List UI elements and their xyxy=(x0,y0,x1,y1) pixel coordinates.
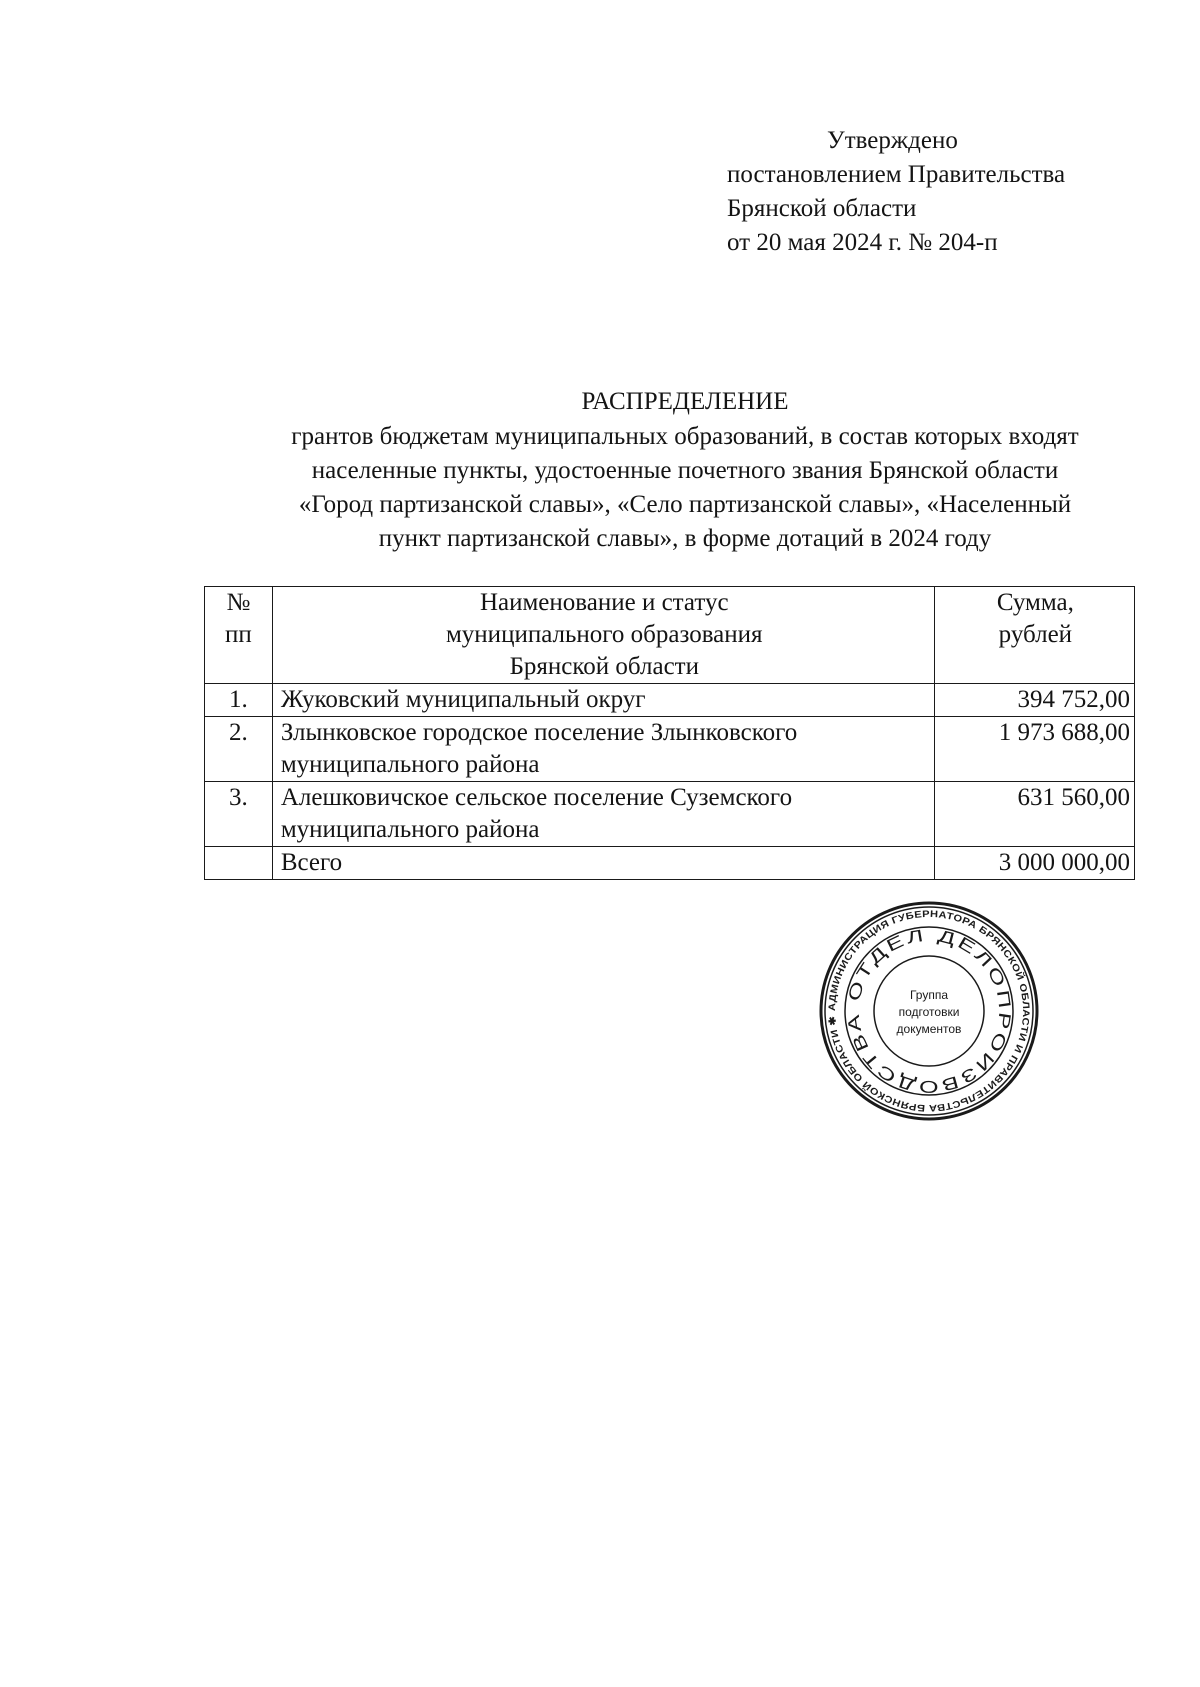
row-name-line: муниципального района xyxy=(280,751,540,778)
row-name-line: Жуковский муниципальный округ xyxy=(280,686,646,713)
table-total-row xyxy=(205,847,1135,880)
header-sum-line: Сумма, xyxy=(996,589,1074,616)
total-label: Всего xyxy=(272,847,934,880)
grants-table xyxy=(204,586,1135,880)
header-name-line: Наименование и статус xyxy=(479,589,729,616)
total-sum: 3 000 000,00 xyxy=(934,847,1134,880)
row-sum: 631 560,00 xyxy=(934,782,1134,847)
stamp-center-line: Группа xyxy=(909,988,949,1002)
table-row xyxy=(205,684,1135,717)
row-name-line: Алешковичское сельское поселение Суземского xyxy=(280,784,793,811)
approval-block xyxy=(727,124,1065,260)
stamp-inner-textpath: ОТДЕЛ ДЕЛОПРОИЗВОДСТВА xyxy=(844,925,1015,1097)
header-sum xyxy=(934,587,1134,684)
approval-line-region: Брянской области xyxy=(727,195,917,222)
subtitle-line: пункт партизанской славы», в форме дотаций в 2024 году xyxy=(378,525,992,552)
subtitle-line: «Город партизанской славы», «Село партизанской славы», «Населенный xyxy=(298,491,1072,518)
row-name xyxy=(272,782,934,847)
row-name xyxy=(272,717,934,782)
row-name-line: Злынковское городское поселение Злынковского xyxy=(280,719,798,746)
header-num-line: № xyxy=(226,589,251,616)
subtitle-line: населенные пункты, удостоенные почетного звания Брянской области xyxy=(311,457,1059,484)
approval-line-date: от 20 мая 2024 г. № 204-п xyxy=(727,229,998,256)
row-sum: 1 973 688,00 xyxy=(934,717,1134,782)
row-num: 2. xyxy=(205,717,273,782)
stamp-center-line: документов xyxy=(896,1022,962,1036)
approval-line-approved: Утверждено xyxy=(827,127,958,154)
row-sum: 394 752,00 xyxy=(934,684,1134,717)
office-stamp xyxy=(818,900,1040,1122)
document-subtitle xyxy=(190,420,1180,556)
table-header-row xyxy=(205,587,1135,684)
stamp-outer-textpath: АДМИНИСТРАЦИЯ ГУБЕРНАТОРА БРЯНСКОЙ ОБЛАСТИ И ПРАВИТЕЛЬСТВА БРЯНСКОЙ ОБЛАСТИ ✱ xyxy=(826,908,1032,1114)
table-row xyxy=(205,717,1135,782)
table-row xyxy=(205,782,1135,847)
total-num xyxy=(205,847,273,880)
stamp-center-line: подготовки xyxy=(898,1005,960,1019)
header-num-line: пп xyxy=(225,621,252,648)
header-name-line: муниципального образования xyxy=(445,621,763,648)
header-name xyxy=(272,587,934,684)
header-name-line: Брянской области xyxy=(509,653,699,680)
header-sum-line: рублей xyxy=(998,621,1073,648)
row-name-line: муниципального района xyxy=(280,816,540,843)
approval-line-resolution: постановлением Правительства xyxy=(727,161,1066,188)
subtitle-line: грантов бюджетам муниципальных образований, в состав которых входят xyxy=(291,423,1079,450)
row-num: 3. xyxy=(205,782,273,847)
header-num xyxy=(205,587,273,684)
row-num: 1. xyxy=(205,684,273,717)
document-title: РАСПРЕДЕЛЕНИЕ xyxy=(581,388,789,415)
row-name xyxy=(272,684,934,717)
